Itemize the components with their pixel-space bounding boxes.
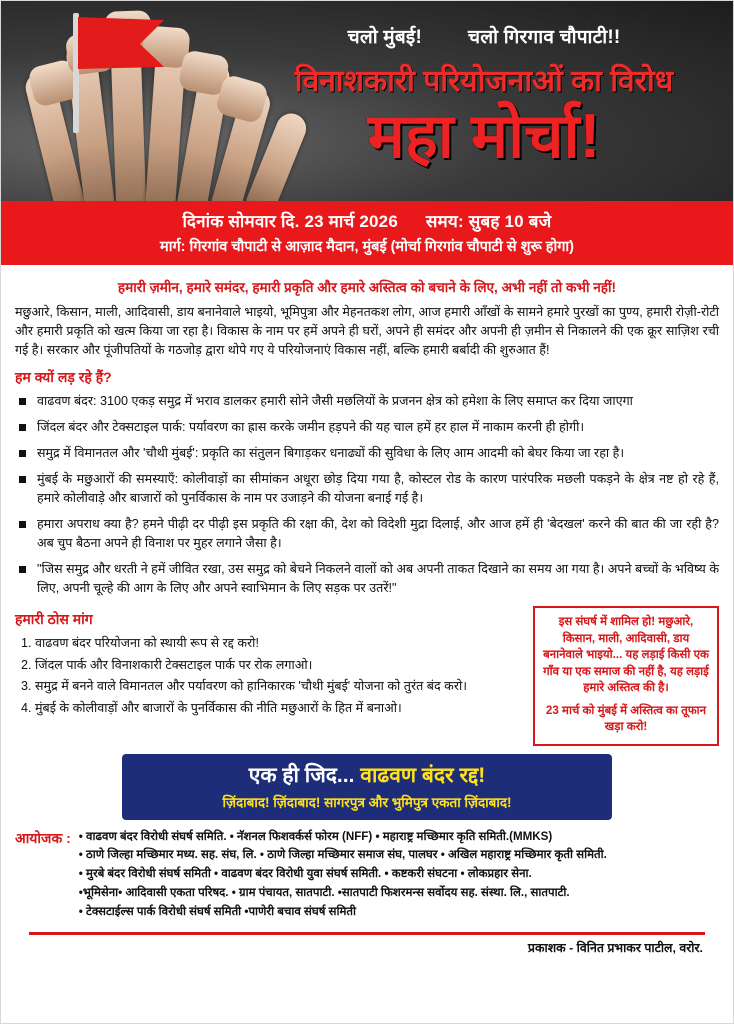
callout-paragraph-2: 23 मार्च को मुंबई में अस्तित्व का तूफान खड़ा करो! bbox=[545, 703, 707, 734]
chalo-slogan-row bbox=[249, 23, 719, 49]
publisher-credit: प्रकाशक - विनित प्रभाकर पाटील, वरोर. bbox=[527, 940, 703, 955]
event-route: मार्ग: गिरगांव चौपाटी से आज़ाद मैदान, मुंबई (मोर्चा गिरगांव चौपाटी से शुरू होगा) bbox=[160, 239, 574, 255]
list-item: •भूमिसेना• आदिवासी एकता परिषद. • ग्राम पंचायत, सातपाटी. •सातपाटी फिशरमन्स सर्वोदय सह. संस्था. लि., सातपाटी. bbox=[78, 885, 570, 899]
event-date-time-row bbox=[11, 209, 723, 232]
list-item: मुंबई के मछुआरों की समस्याएँ: कोलीवाड़ों का सीमांकन अधूरा छोड़ दिया गया है, कोस्टल रोड के कारण पारंपरिक मछली पकड़ने के क्षेत्र नष्ट हो रहे हैं, हमारे कोलीवाड़े और बाजारों को पुनर्विकास के नाम पर उजाड़ने की योजना बनाई गई है। bbox=[17, 470, 719, 508]
slogan-banner-line1 bbox=[132, 761, 602, 789]
subheadline: विनाशकारी परियोजनाओं का विरोध bbox=[294, 65, 674, 98]
hero-banner bbox=[1, 1, 733, 201]
event-date: दिनांक सोमवार दि. 23 मार्च 2026 bbox=[182, 212, 398, 231]
demands-section bbox=[15, 604, 719, 745]
demands-list bbox=[15, 634, 523, 718]
slogan-banner bbox=[122, 754, 612, 820]
join-struggle-callout-box bbox=[533, 606, 719, 745]
list-item: समुद्र में विमानतल और 'चौथी मुंबई': प्रकृति का संतुलन बिगाड़कर धनाढ्यों की सुविधा के लिए आम आदमी को बेघर किया जा रहा है। bbox=[17, 444, 719, 463]
demands-column bbox=[15, 604, 523, 720]
footer-divider bbox=[29, 932, 705, 935]
list-item: 3. समुद्र में बनने वाले विमानतल और पर्यावरण को हानिकारक 'चौथी मुंबई' योजना को तुरंत बंद करो। bbox=[35, 677, 523, 697]
why-we-fight-title: हम क्यों लड़ रहे हैं? bbox=[15, 369, 112, 386]
chalo-mumbai-text: चलो मुंबई! bbox=[347, 27, 422, 48]
list-item: 4. मुंबई के कोलीवाड़ों और बाजारों के पुनर्विकास की नीति मछुआरों के हित में बनाओ। bbox=[35, 699, 523, 719]
main-headline: महा मोर्चा! bbox=[367, 102, 601, 171]
slogan-banner-white-text: एक ही जिद... bbox=[248, 763, 355, 787]
list-item: • टेक्सटाईल्स पार्क विरोधी संघर्ष समिती •पाणेरी बचाव संघर्ष समिती bbox=[78, 904, 357, 918]
list-item: 2. जिंदल पार्क और विनाशकारी टेक्सटाइल पार्क पर रोक लगाओ। bbox=[35, 656, 523, 676]
organizers-section bbox=[15, 828, 719, 922]
chalo-girgaon-text: चलो गिरगाव चौपाटी!! bbox=[467, 27, 621, 48]
call-to-action-slogan: हमारी ज़मीन, हमारे समंदर, हमारी प्रकृति और हमारे अस्तित्व को बचाने के लिए, अभी नहीं तो कभी नहीं! bbox=[117, 280, 617, 295]
reasons-list bbox=[15, 392, 719, 597]
callout-paragraph-1: इस संघर्ष में शामिल हो! मछुआरे, किसान, माली, आदिवासी, डाय बनानेवाले भाइयो... यह लड़ाई किसी एक गाँव या एक समाज की नहीं है, यह लड़ाई हमारे अस्तित्व की है। bbox=[543, 615, 709, 695]
event-time: समय: सुबह 10 बजे bbox=[425, 212, 552, 231]
list-item: 1. वाढवण बंदर परियोजना को स्थायी रूप से रद्द करो! bbox=[35, 634, 523, 654]
list-item: • मुरबे बंदर विरोधी संघर्ष समिती • वाढवण बंदर विरोधी युवा संघर्ष समिती. • कष्टकरी संघटना • लोकप्रहार सेना. bbox=[78, 867, 532, 881]
intro-paragraph: मछुआरे, किसान, माली, आदिवासी, डाय बनानेवाले भाइयो, भूमिपुत्रा और मेहनतकश लोग, आज हमारी आँखों के सामने हमारे पुरखों का पुण्य, हमारी रोज़ी-रोटी और हमारी प्रकृति को खत्म किया जा रहा है। विकास के नाम पर हमें अपने ही घरों, अपने ही समंदर और अपनी ही ज़मीन से निकालने की एक क्रूर साज़िश रची गई है। सरकार और पूंजीपतियों के गठजोड़ द्वारा थोपे गए ये परियोजनाएं विकास नहीं, बल्कि हमारी बर्बादी की शुरुआत हैं! bbox=[15, 305, 719, 358]
poster-body bbox=[1, 265, 733, 962]
list-item: वाढवण बंदर: 3100 एकड़ समुद्र में भराव डालकर हमारी सोने जैसी मछलियों के प्रजनन क्षेत्र को हमेशा के लिए समाप्त कर दिया जाएगा bbox=[17, 392, 719, 411]
organizers-label: आयोजक : bbox=[15, 829, 71, 846]
list-item: • ठाणे जिल्हा मच्छिमार मध्य. सह. संघ, लि. • ठाणे जिल्हा मच्छिमार समाज संघ, पालघर • अखिल महाराष्ट्र मच्छिमार कृती समिती. bbox=[78, 848, 607, 862]
poster-footer bbox=[15, 928, 719, 962]
hero-text-block bbox=[249, 23, 719, 169]
organizers-list bbox=[79, 828, 719, 922]
list-item: "जिस समुद्र और धरती ने हमें जीवित रखा, उस समुद्र को बेचने निकलने वालों को अब अपनी ताकत दिखाने का समय आ गया है। अपने बच्चों के भविष्य के लिए, अपनी चूल्हे की आग के लिए और अपने स्वाभिमान के लिए सड़क पर उतरें!" bbox=[17, 560, 719, 598]
slogan-banner-yellow-text: वाढवण बंदर रद्द! bbox=[360, 763, 486, 787]
slogan-banner-line2: ज़िंदाबाद! ज़िंदाबाद! सागरपुत्र और भुमिपुत्र एकता ज़िंदाबाद! bbox=[222, 794, 512, 810]
list-item: जिंदल बंदर और टेक्सटाइल पार्क: पर्यावरण का ह्रास करके जमीन हड़पने की यह चाल हमें हर हाल में नाकाम करनी ही होगी। bbox=[17, 418, 719, 437]
event-details-bar bbox=[1, 201, 733, 265]
list-item: हमारा अपराध क्या है? हमने पीढ़ी दर पीढ़ी इस प्रकृति की रक्षा की, देश को विदेशी मुद्रा दिलाई, और आज हमें ही 'बेदखल' करने की बात की जा रही है? अब चुप बैठना अपने ही विनाश पर मुहर लगाने जैसा है। bbox=[17, 515, 719, 553]
list-item: • वाढवण बंदर विरोधी संघर्ष समिति. • नॅशनल फिशवर्कर्स फोरम (NFF) • महाराष्ट्र मच्छिमार कृति समिती.(MMKS) bbox=[78, 829, 553, 843]
demands-title: हमारी ठोस मांग bbox=[15, 611, 93, 628]
